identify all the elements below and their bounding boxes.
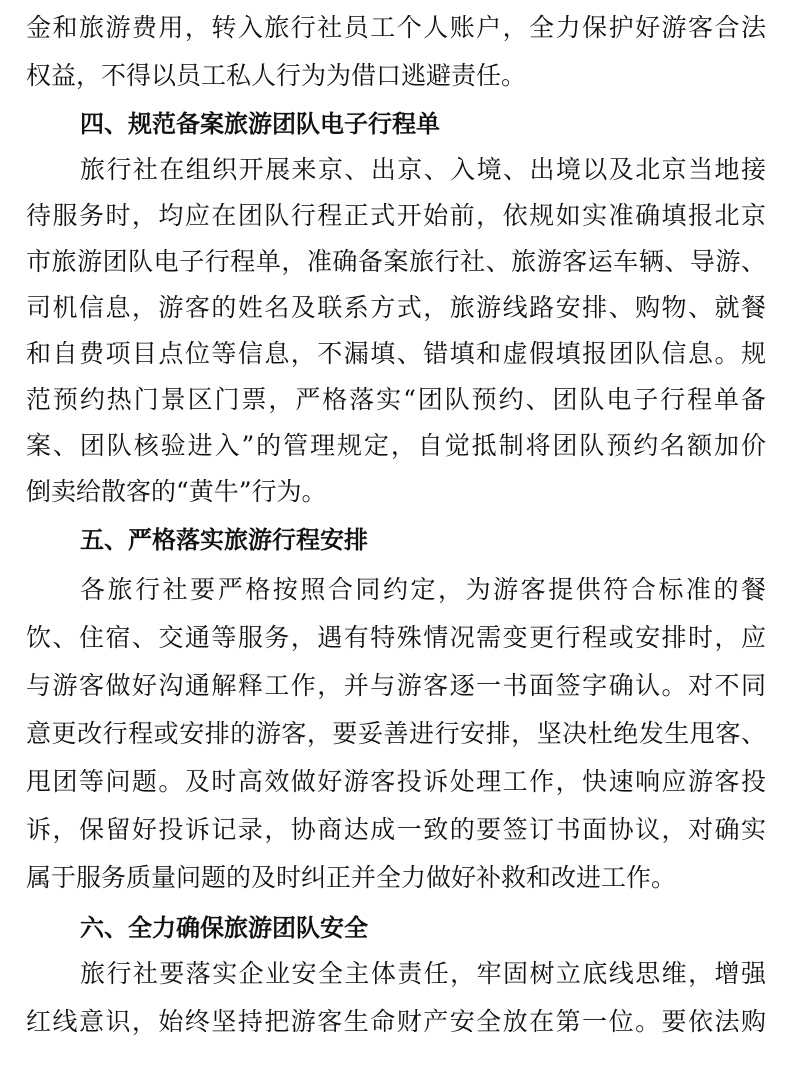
body-line: 旅行社在组织开展来京、出京、入境、出境以及北京当地接 bbox=[80, 155, 766, 184]
body-line: 范预约热门景区门票，严格落实“团队预约、团队电子行程单备 bbox=[26, 385, 766, 414]
body-line: 和自费项目点位等信息，不漏填、错填和虚假填报团队信息。规 bbox=[26, 339, 766, 368]
body-line: 意更改行程或安排的游客，要妥善进行安排，坚决杜绝发生甩客、 bbox=[26, 719, 766, 748]
body-line: 金和旅游费用，转入旅行社员工个人账户，全力保护好游客合法 bbox=[26, 13, 766, 42]
section-heading: 五、严格落实旅游行程安排 bbox=[80, 526, 368, 554]
body-line: 旅行社要落实企业安全主体责任，牢固树立底线思维，增强 bbox=[80, 959, 766, 988]
body-line: 倒卖给散客的“黄牛”行为。 bbox=[26, 477, 327, 506]
body-line: 案、团队核验进入”的管理规定，自觉抵制将团队预约名额加价 bbox=[26, 431, 766, 460]
body-line: 市旅游团队电子行程单，准确备案旅行社、旅游客运车辆、导游、 bbox=[26, 247, 766, 276]
section-heading: 四、规范备案旅游团队电子行程单 bbox=[80, 110, 440, 138]
body-line: 权益，不得以员工私人行为为借口逃避责任。 bbox=[26, 61, 527, 90]
body-line: 甩团等问题。及时高效做好游客投诉处理工作，快速响应游客投 bbox=[26, 767, 766, 796]
body-line: 诉，保留好投诉记录，协商达成一致的要签订书面协议，对确实 bbox=[26, 815, 766, 844]
section-heading: 六、全力确保旅游团队安全 bbox=[80, 914, 368, 942]
body-line: 红线意识，始终坚持把游客生命财产安全放在第一位。要依法购 bbox=[26, 1007, 766, 1036]
body-line: 待服务时，均应在团队行程正式开始前，依规如实准确填报北京 bbox=[26, 201, 766, 230]
body-line: 属于服务质量问题的及时纠正并全力做好补救和改进工作。 bbox=[26, 863, 677, 892]
body-line: 饮、住宿、交通等服务，遇有特殊情况需变更行程或安排时，应 bbox=[26, 623, 766, 652]
body-line: 各旅行社要严格按照合同约定，为游客提供符合标准的餐 bbox=[80, 575, 766, 604]
body-line: 与游客做好沟通解释工作，并与游客逐一书面签字确认。对不同 bbox=[26, 671, 766, 700]
body-line: 司机信息，游客的姓名及联系方式，旅游线路安排、购物、就餐 bbox=[26, 293, 766, 322]
